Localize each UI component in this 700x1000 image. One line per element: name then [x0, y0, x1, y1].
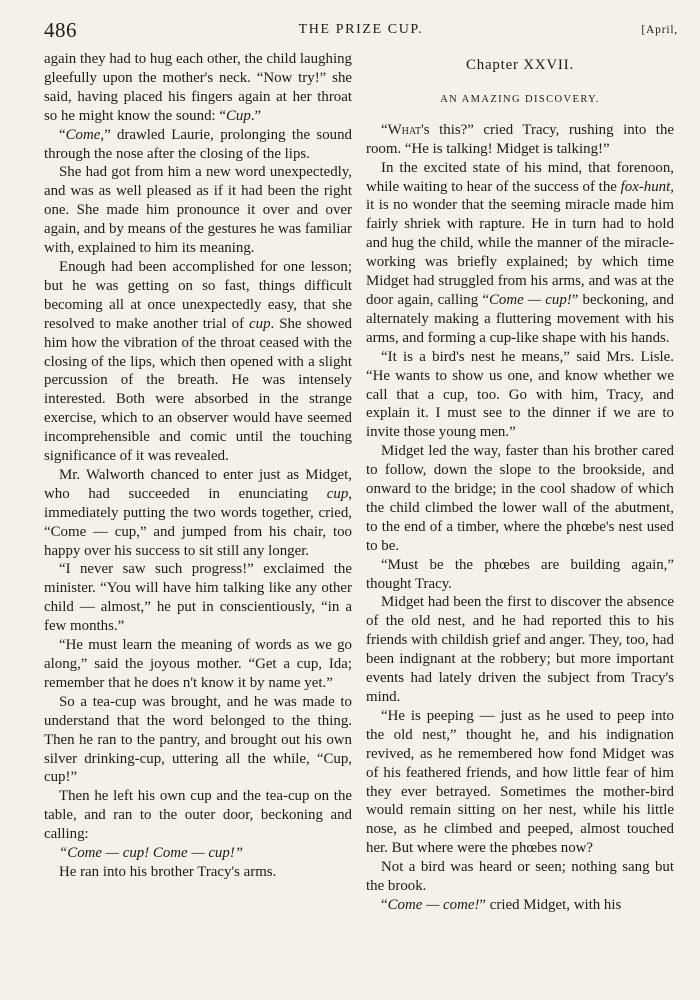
paragraph: again they had to hug each other, the child laughing gleefully upon the mother's neck. “Now try!” she said, having placed his fingers again at her throat so he might know the sound: “Cup.” [44, 51, 352, 124]
paragraph: “Must be the phœbes are building again,” thought Tracy. [366, 556, 674, 592]
paragraph: In the excited state of his mind, that forenoon, while waiting to hear of the success of the fox-hunt, it is no wonder that the seeming miracle made him fairly shriek with rapture. He in turn had to hold and hug the child, while the manner of the miracle-working was briefly explained; by which time Midget had struggled from his arms, and was at the door again, calling “Come — cup!” beckoning, and alternately making a fluttering movement with his arms, and forming a cup-like shape with his hands. [366, 159, 674, 346]
paragraph: “What's this?” cried Tracy, rushing into the room. “He is talking! Midget is talking!” [366, 121, 674, 157]
paragraph: “Come — cup! Come — cup!” [59, 845, 244, 862]
paragraph: Enough had been accomplished for one lesson; but he was getting on so fast, things difficult becoming all at once unexpectedly easy, that she resolved to make another trial of cup. She showed him how the vibration of the throat ceased with the closing of the lips, which then opened with a slight percussion of the breath. He was intensely interested. Both were absorbed in the strange exercise, which to an observer would have seemed incomprehensible and comic until the touching significance of it was revealed. [44, 258, 352, 465]
paragraph: “Come — come!” cried Midget, with his [381, 896, 622, 913]
chapter-title: Chapter XXVII. [466, 57, 574, 73]
paragraph: Not a bird was heard or seen; nothing sang but the brook. [366, 859, 674, 895]
paragraph: She had got from him a new word unexpectedly, and was as well pleased as if it had been the right one. She made him pronounce it over and over again, and by means of the gestures he was familiar with, explained to him its meaning. [44, 164, 352, 257]
paragraph: “I never saw such progress!” exclaimed the minister. “You will have him talking like any other child — almost,” he put in conscientiously, “in a few months.” [44, 561, 352, 635]
right-column [366, 50, 674, 915]
page-number: 486 [44, 18, 77, 42]
left-column [44, 50, 352, 882]
paragraph: Mr. Walworth chanced to enter just as Midget, who had succeeded in enunciating cup, immediately putting the two words together, cried, “Come — cup,” and jumped from his chair, too happy over his success to sit still any longer. [44, 466, 352, 559]
paragraph: “He must learn the meaning of words as we go along,” said the joyous mother. “Get a cup, Ida; remember that he does n't know it by name yet.” [44, 637, 352, 691]
paragraph: “He is peeping — just as he used to peep into the old nest,” thought he, and his indignation revived, as he remembered how fond Midget was of his feathered friends, and how little fear of him they ever betrayed. Sometimes the mother-bird would remain sitting on her nest, while his little nose, as he climbed and peeped, almost touched her. But where were the phœbes now? [366, 707, 674, 857]
paragraph: Midget had been the first to discover the absence of the old nest, and he had reported this to his friends with childish grief and anger. They, too, had been indignant at the robbery; but more important events had lately driven the subject from Tracy's mind. [366, 594, 674, 705]
paragraph: So a tea-cup was brought, and he was made to understand that the word belonged to the thing. Then he ran to the pantry, and brought out his own silver drinking-cup, uttering all the while, “Cup, cup!” [44, 693, 352, 786]
month-label: [April, [641, 24, 678, 36]
paragraph: Midget led the way, faster than his brother cared to follow, down the slope to the brookside, and onward to the bridge; in the cool shadow of which the child climbed the lower wall of the abutment, to the end of a timber, where the phœbe's nest used to be. [366, 443, 674, 554]
paragraph: Then he left his own cup and the tea-cup on the table, and ran to the outer door, beckoning and calling: [44, 788, 352, 843]
paragraph: “Come,” drawled Laurie, prolonging the sound through the nose after the closing of the lips. [44, 126, 352, 162]
paragraph: “It is a bird's nest he means,” said Mrs. Lisle. “He wants to show us one, and know whether we call that a cup, too. Go with him, Tracy, and explain it. I must see to the dinner if we are to invite those young men.” [366, 348, 674, 441]
running-title: THE PRIZE CUP. [298, 22, 424, 37]
paragraph: He ran into his brother Tracy's arms. [59, 863, 277, 880]
chapter-subtitle: AN AMAZING DISCOVERY. [440, 93, 600, 105]
page-header [44, 18, 678, 48]
